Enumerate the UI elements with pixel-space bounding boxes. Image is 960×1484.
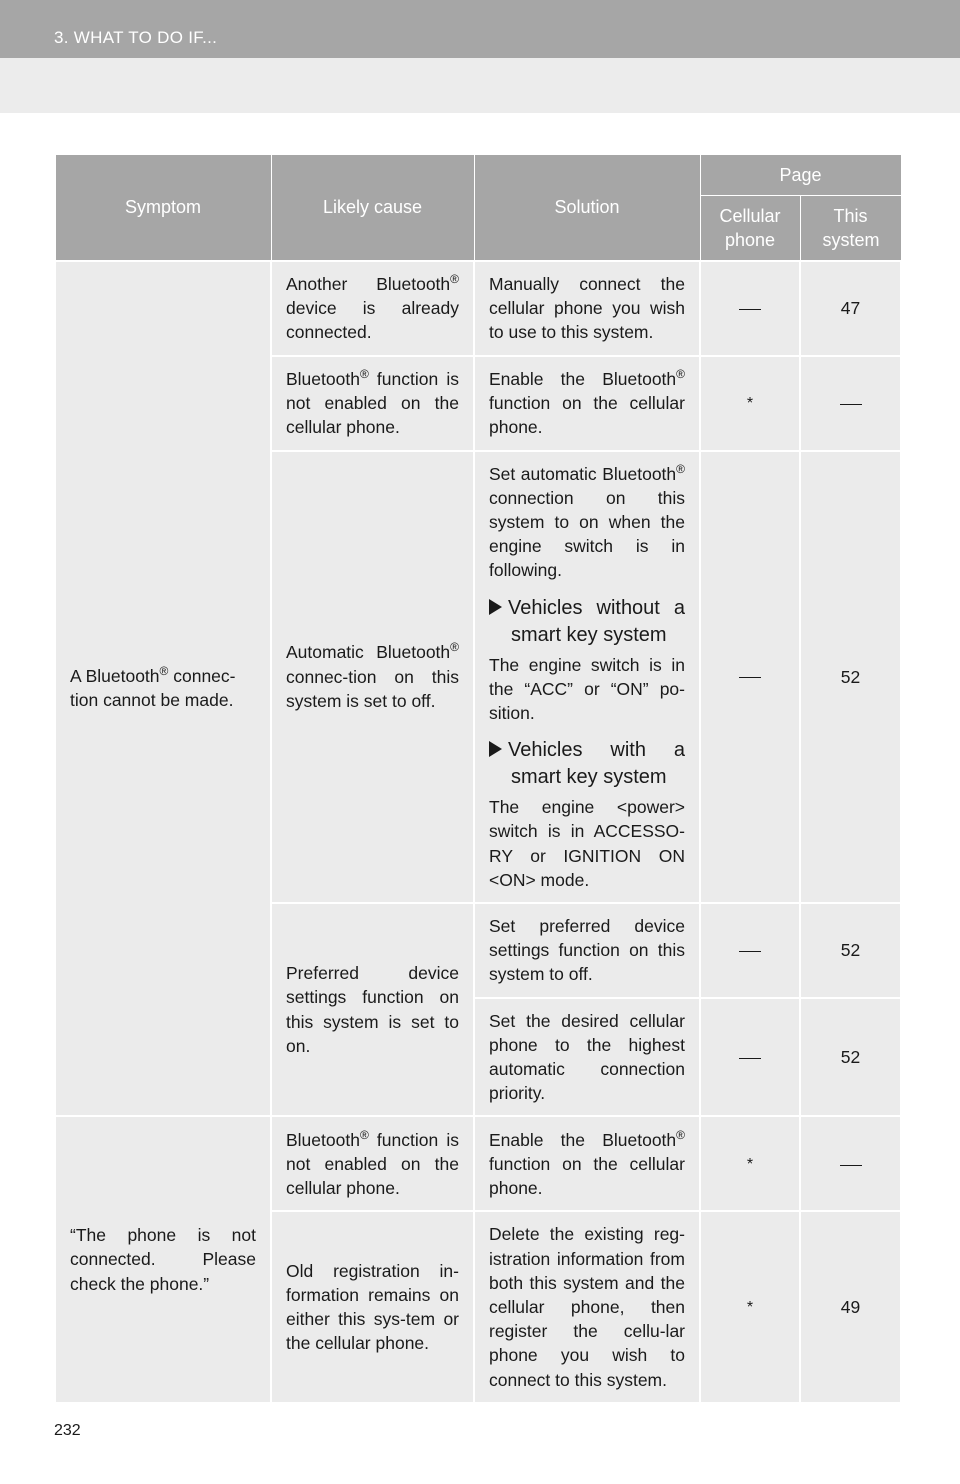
cause-cell: Bluetooth® function is not enabled on the cellular phone. xyxy=(271,1116,474,1211)
dash-mark xyxy=(840,1165,862,1166)
header-solution: Solution xyxy=(474,155,700,261)
page-system: 49 xyxy=(800,1211,901,1402)
page-system: 52 xyxy=(800,998,901,1117)
header-symptom: Symptom xyxy=(55,155,271,261)
header-likely-cause: Likely cause xyxy=(271,155,474,261)
dash-mark xyxy=(739,309,761,310)
header-cellular-phone: Cellular phone xyxy=(700,196,800,261)
dash-mark xyxy=(840,404,862,405)
page-system xyxy=(800,1116,901,1211)
cause-cell: Automatic Bluetooth® connec-tion on this system is set to off. xyxy=(271,451,474,903)
section-header xyxy=(0,0,960,58)
solution-cell: Set automatic Bluetooth® connection on this system to on when the engine switch is in following. Vehicles without a smart key system The engine switch is in the “ACC” or “ON” po-sition. Vehicles with a smart key system The engine <power> switch is in ACCESSO-RY or IGNITION ON <ON> mode. xyxy=(474,451,700,903)
subheading: Vehicles without a smart key system xyxy=(489,595,685,649)
triangle-bullet-icon xyxy=(489,741,502,757)
page-system: 52 xyxy=(800,451,901,903)
dash-mark xyxy=(739,677,761,678)
triangle-bullet-icon xyxy=(489,599,502,615)
dash-mark xyxy=(739,1058,761,1059)
troubleshooting-table xyxy=(54,154,902,1404)
section-title: 3. WHAT TO DO IF... xyxy=(54,28,218,47)
header-this-system: This system xyxy=(800,196,901,261)
page-cellular: * xyxy=(700,1116,800,1211)
solution-cell: Manually connect the cellular phone you wish to use to this system. xyxy=(474,261,700,356)
solution-cell: Enable the Bluetooth® function on the cellular phone. xyxy=(474,356,700,451)
subheading: Vehicles with a smart key system xyxy=(489,737,685,791)
cause-cell: Another Bluetooth® device is already connected. xyxy=(271,261,474,356)
page-cellular xyxy=(700,451,800,903)
table-row xyxy=(55,1116,901,1211)
solution-cell: Set the desired cellular phone to the highest automatic connection priority. xyxy=(474,998,700,1117)
cause-cell: Preferred device settings function on this system is set to on. xyxy=(271,903,474,1116)
cause-cell: Old registration in-formation remains on either this sys-tem or the cellular phone. xyxy=(271,1211,474,1402)
header-page: Page xyxy=(700,155,901,196)
page-system xyxy=(800,356,901,451)
header-band xyxy=(0,58,960,113)
page-cellular: * xyxy=(700,1211,800,1402)
symptom-cell: “The phone is not connected. Please check the phone.” xyxy=(55,1116,271,1402)
page-cellular xyxy=(700,903,800,998)
page-cellular xyxy=(700,998,800,1117)
dash-mark xyxy=(739,951,761,952)
table-row xyxy=(55,261,901,356)
page-cellular: * xyxy=(700,356,800,451)
solution-cell: Delete the existing reg-istration information from both this system and the cellular phone, then register the cellu-lar phone you wish to connect to this system. xyxy=(474,1211,700,1402)
solution-cell: Enable the Bluetooth® function on the cellular phone. xyxy=(474,1116,700,1211)
symptom-cell: A Bluetooth® connec-tion cannot be made. xyxy=(55,261,271,1117)
page-system: 47 xyxy=(800,261,901,356)
page-number: 232 xyxy=(54,1422,81,1439)
page-cellular xyxy=(700,261,800,356)
page-system: 52 xyxy=(800,903,901,998)
solution-cell: Set preferred device settings function on this system to off. xyxy=(474,903,700,998)
cause-cell: Bluetooth® function is not enabled on the cellular phone. xyxy=(271,356,474,451)
